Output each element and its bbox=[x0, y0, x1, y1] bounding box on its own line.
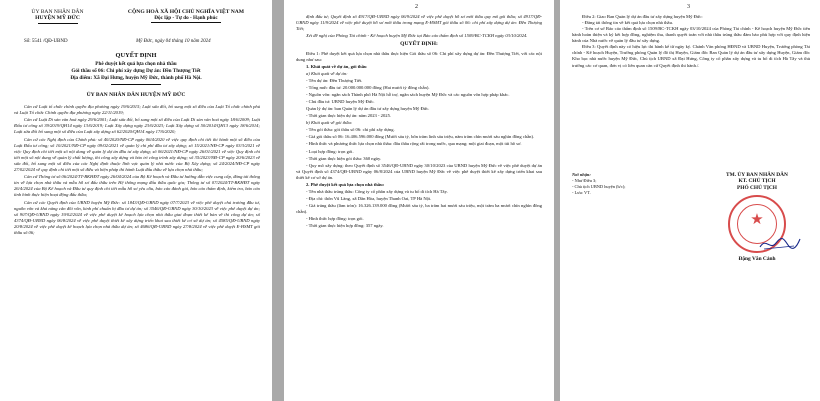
articles-content bbox=[572, 14, 810, 69]
paragraph: - Chủ đầu tư: UBND huyện Mỹ Đức. bbox=[306, 99, 375, 105]
subsection-heading: a) Khái quát về dự án: bbox=[306, 70, 348, 76]
decision-heading: QUYẾT ĐỊNH: bbox=[400, 41, 438, 48]
document-date: Mỹ Đức, ngày 04 tháng 10 năm 2024 bbox=[136, 39, 211, 44]
recipient-item: - Chủ tịch UBND huyện (b/c); bbox=[572, 184, 626, 190]
recipient-item: - Lưu: VT. bbox=[572, 190, 591, 196]
sign-line-1: TM. ỦY BAN NHÂN DÂN bbox=[726, 172, 788, 178]
paragraph: - Thời gian thực hiện gói thầu: 360 ngày. bbox=[306, 155, 382, 161]
recipients-block bbox=[572, 172, 626, 197]
national-block bbox=[110, 9, 262, 23]
paragraph: - Đăng tải thông tin về kết quả lựa chọn nhà thầu. bbox=[582, 20, 674, 26]
paragraph: - Tên dự án: Đền Thượng Tiết. bbox=[306, 77, 363, 83]
agency-line-1: ỦY BAN NHÂN DÂN bbox=[31, 9, 84, 15]
motto-underline bbox=[151, 22, 221, 23]
article-3: Điều 3: Quyết định này có hiệu lực thi hành kể từ ngày ký. Chánh Văn phòng HĐND và UBND Huyện, Trưởng phòng Tài chính - Kế hoạch Huyện, Trưởng phòng Quản lý đô thị Huyện, Giám đốc Ban Quản lý dự án đầu tư xây dựng Huyện, Giám đốc Kho bạc nhà nước huyện Mỹ Đức, Chủ tịch UBND xã Đại Hưng, Công ty cổ phần xây dựng và tu bổ di tích Hà Tây và thủ trưởng các cơ quan, đơn vị có liên quan căn cứ Quyết định thi hành./. bbox=[572, 44, 810, 68]
section-heading: 2. Phê duyệt kết quả lựa chọn nhà thầu: bbox=[306, 181, 385, 187]
paragraph: - Giá trúng thầu (làm tròn): 16.326.139.000 đồng (Mười sáu tỷ, ba trăm hai mươi sáu triệu, một trăm ba mươi chín nghìn đồng chẵn). bbox=[296, 203, 542, 215]
page-number: 3 bbox=[687, 4, 690, 10]
paragraph: - Hình thức hợp đồng: trọn gói. bbox=[306, 216, 364, 222]
agency-block bbox=[10, 9, 105, 24]
sign-line-2: KT. CHỦ TỊCH bbox=[738, 178, 776, 185]
paragraph: - Hình thức và phương thức lựa chọn nhà thầu: đấu thầu rộng rãi trong nước, qua mạng; một giai đoạn, một túi hồ sơ. bbox=[306, 141, 522, 147]
legal-paragraph: Căn cứ Luật tổ chức chính quyền địa phương ngày 19/6/2015; Luật sửa đổi, bổ sung một số điều của Luật Tổ chức chính phủ và Luật Tổ chức Chính quyền địa phương ngày 22/11/2019; bbox=[14, 104, 260, 116]
legal-basis bbox=[14, 104, 260, 237]
decision-title-block bbox=[20, 52, 252, 85]
document-page-3 bbox=[560, 0, 820, 401]
paragraph: - Địa chỉ: thôn Vũ Lăng, xã Dân Hòa, huyện Thanh Oai, TP Hà Nội. bbox=[306, 195, 432, 201]
paragraph: - Tổng mức đầu tư: 20.000.000.000 đồng (Hai mươi tỷ đồng chẵn). bbox=[306, 84, 430, 90]
legal-paragraph: Căn cứ các Nghị định của Chính phủ: số 40/2020/NĐ-CP ngày 06/4/2020 về việc quy định chi tiết thi hành một số điều của Luật Đấu tư công; số 10/2021/NĐ-CP ngày 09/02/2021 về quản lý chi phí đầu tư xây dựng; số 15/2021/NĐ-CP ngày 03/3/2021 về việc Quy định chi tiết một số nội dung về quản lý dự án đầu tư xây dựng; số 06/2021/NĐ-CP ngày 26/01/2021 về việc Quy định chi tiết một số nội dung về quản lý chất lượng, thi công xây dựng và bảo trì công trình xây dựng; số 35/2023/NĐ-CP ngày 20/6/2023 về sửa đổi, bổ sung một số điều của các Nghị định thuộc lĩnh vực quản lý nhà nước của Bộ Xây dựng; số 24/2024/NĐ-CP ngày 27/02/2024 về quy định chi tiết một số điều và biện pháp thi hành Luật đấu thầu về lựa chọn nhà thầu; bbox=[14, 136, 260, 172]
paragraph: - Thời gian thực hiện dự án: năm 2023 - 2025. bbox=[306, 113, 392, 119]
sign-line-3: PHÓ CHỦ TỊCH bbox=[736, 184, 778, 191]
article-1: Điều 1: Phê duyệt kết quả lựa chọn nhà thầu thực hiện Gói thầu số 06: Chi phí xây dựng dự án: Đền Thượng Tiết, với các nội dung như sau: bbox=[296, 50, 542, 62]
signature-block bbox=[702, 172, 812, 262]
title-underline bbox=[111, 84, 161, 85]
country-name: CỘNG HOÀ XÃ HỘI CHỦ NGHĨA VIỆT NAM bbox=[127, 9, 245, 15]
recipient-item: - Như Điều 3; bbox=[572, 178, 597, 184]
motto: Độc lập - Tự do - Hạnh phúc bbox=[154, 15, 218, 22]
article-2: Điều 2: Giao Ban Quản lý dự án đầu tư xây dựng huyện Mỹ Đức: bbox=[582, 14, 703, 19]
section-heading: 1. Khái quát về dự án, gói thầu bbox=[306, 63, 367, 69]
decision-subtitle: Phê duyệt kết quả lựa chọn nhà thầu bbox=[95, 60, 177, 67]
paragraph: - Quy mô xây dựng: theo Quyết định số 3546/QĐ-UBND ngày 30/10/2023 của UBND huyện Mỹ Đức về việc phê duyệt dự án và Quyết định số 4374/QĐ-UBND ngày 06/8/2024 của UBND huyện Mỹ Đức về việc phê duyệt thiết kế xây dựng triển khai sau thiết kế cơ sở dự án. bbox=[296, 162, 542, 180]
signer-name: Đặng Văn Cảnh bbox=[738, 256, 776, 263]
seal-star-icon: ★ bbox=[750, 212, 764, 229]
handwritten-signature bbox=[758, 235, 802, 253]
legal-paragraph: Căn cứ Luật Di sản văn hoá ngày 29/6/2001; Luật sửa đổi, bổ sung một số điều của Luật Di sản văn hoá ngày 18/6/2009; Luật Đấu tư công số 39/2019/QH14 ngày 13/6/2019; Luật Xây dựng ngày 23/6/2023; Luật Xây dựng số 50/2014/QH13 ngày 18/6/2014; Luật sửa đổi bổ sung một số điều của Luật xây dựng số 62/2020/QH14 ngày 17/6/2020; bbox=[14, 117, 260, 135]
document-page-2 bbox=[284, 0, 554, 401]
paragraph: định đấu tư; Quyết định số 4917/QĐ-UBND ngày 06/9/2024 về việc phê duyệt hồ sơ mời thầu quy mô gói thầu; số 4917/QĐ-UBND ngày 11/9/2024 về việc phê duyệt hồ sơ mời thầu trong mạng E-HSMT gói thầu số 06: chi phí xây dựng dự án: Đền Thượng Tiết; bbox=[296, 14, 542, 32]
recipients-title: Nơi nhận: bbox=[572, 172, 591, 177]
paragraph: - Giá gói thầu số 06: 16.406.596.000 đồng (Mười sáu tỷ, bốn trăm linh sáu triệu, năm trăm chín mươi sáu nghìn đồng chẵn). bbox=[306, 134, 535, 140]
paragraph: Quản lý dự án: ban Quản lý dự án đầu tư xây dựng huyện Mỹ Đức. bbox=[306, 106, 430, 112]
document-number: Số: 5541 /QĐ-UBND bbox=[24, 39, 68, 44]
official-seal bbox=[728, 195, 786, 253]
package-name: Gói thầu số 06: Chi phí xây dựng Dự án: Đền Thượng Tiết bbox=[71, 67, 201, 74]
decision-title: QUYẾT ĐỊNH bbox=[115, 52, 157, 59]
paragraph: - Loại hợp đồng: trọn gói. bbox=[306, 148, 354, 154]
subsection-heading: b) Khái quát về gói thầu: bbox=[306, 120, 353, 126]
paragraph: - Thời gian thực hiện hợp đồng: 357 ngày. bbox=[306, 223, 384, 229]
paragraph: - Tên gói thầu: gói thầu số 06: chi phí xây dựng. bbox=[306, 127, 395, 133]
legal-paragraph: Căn cứ Thông tư số 06/2024/TT-BKHĐT ngày 26/04/2024 của Bộ Kế hoạch và Đầu tư hướng dẫn việc cung cấp, đăng tải thông tin về lựa chọn nhà thầu và mẫu hồ sơ đấu thầu trên Hệ thống mạng đấu thầu quốc gia; Thông tư số 07/2024/TT-BKHĐT ngày 26/4/2024 của Bộ Kế hoạch và Đầu tư quy định chi tiết mẫu hồ sơ yêu cầu, báo cáo đánh giá, báo cáo thẩm định, kiểm tra, báo cáo tình hình thực hiện hoạt động đấu thầu; bbox=[14, 174, 260, 198]
paragraph: - Tên nhà thầu trúng thầu: Công ty cổ phần xây dựng và tu bổ di tích Hà Tây. bbox=[306, 188, 448, 194]
project-location: Địa điểm: Xã Đại Hưng, huyện Mỹ Đức, thành phố Hà Nội. bbox=[70, 74, 202, 81]
agency-underline bbox=[38, 23, 78, 24]
document-page-1 bbox=[0, 0, 272, 401]
issuer-heading: ỦY BAN NHÂN DÂN HUYỆN MỸ ĐỨC bbox=[86, 92, 186, 98]
decision-content bbox=[296, 14, 542, 230]
agency-line-2: HUYỆN MỸ ĐỨC bbox=[35, 15, 80, 22]
page-number: 2 bbox=[415, 4, 418, 10]
legal-paragraph: Căn cứ các Quyết định của UBND huyện Mỹ Đức: số 1843/QĐ-UBND ngày 07/7/2023 về việc phê duyệt chủ trương đầu tư, nguồn vốn và khả năng cân đối vốn, kinh phí chuẩn bị đầu tư dự án; số 3546/QĐ-UBND ngày 30/10/2023 về việc phê duyệt dự án; số 907/QĐ-UBND ngày 19/02/2024 về việc phê duyệt kế hoạch lựa chọn nhà thầu giai đoạn thiết kế bản vẽ thi công dự án; số 4374/QĐ-UBND ngày 06/8/2024 về việc phê duyệt thiết kế xây dựng triển khai sau thiết kế cơ sở dự án; số 4585/QĐ-UBND ngày 20/8/2024 về việc phê duyệt kế hoạch lựa chọn nhà thầu dự án; số 4686/QĐ-UBND ngày 27/8/2024 về việc phê duyệt E-HSMT gói thầu số 06; bbox=[14, 199, 260, 235]
paragraph: Xét đề nghị của Phòng Tài chính - Kế hoạch huyện Mỹ Đức tại Báo cáo thẩm định số 1509/BC-TCKH ngày 03/10/2024. bbox=[306, 33, 528, 39]
paragraph: - Nguồn vốn: ngân sách Thành phố Hà Nội hỗ trợ, ngân sách huyện Mỹ Đức và các nguồn vốn hợp pháp khác. bbox=[306, 92, 510, 97]
paragraph: - Trên cơ sở Báo cáo thẩm định số 1509/BC-TCKH ngày 03/10/2024 của Phòng Tài chính - Kế hoạch huyện Mỹ Đức tiến hành hoàn thiện và ký kết hợp đồng, nghiệm thu, thanh quyết toán với nhà thầu trúng thầu đảm bảo phù hợp với quy định hiện hành của Nhà nước về quản lý đầu tư xây dựng. bbox=[572, 26, 810, 44]
